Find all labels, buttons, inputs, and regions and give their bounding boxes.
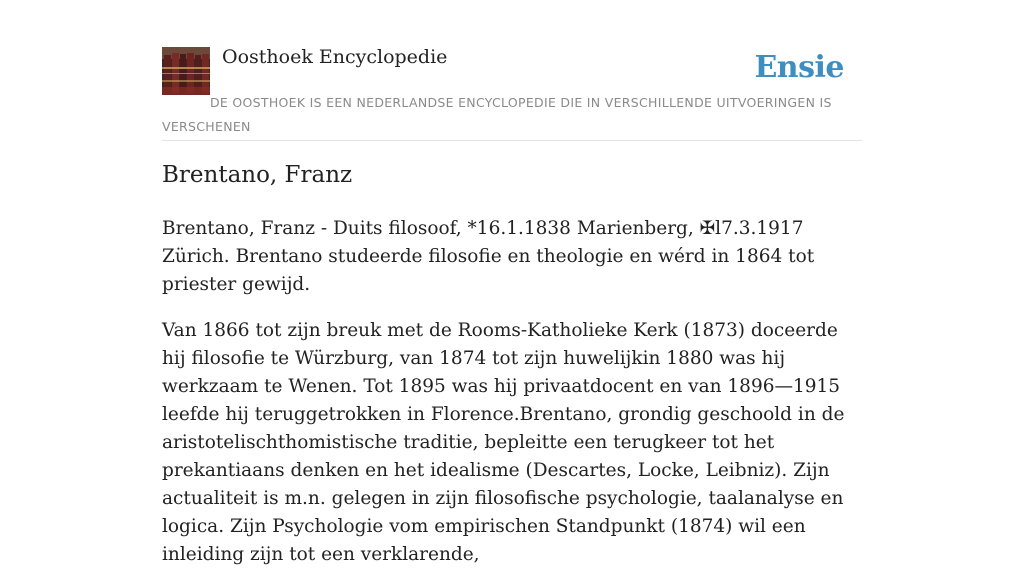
brand-logo[interactable]: Ensie [754,50,844,85]
site-title[interactable]: Oosthoek Encyclopedie [222,46,448,68]
site-header [162,0,862,141]
article-paragraph: Van 1866 tot zijn breuk met de Rooms-Katholieke Kerk (1873) doceerde hij filosofie te Würzburg, van 1874 tot zijn huwelijkin 1880 was hij werkzaam te Wenen. Tot 1895 was hij privaatdocent en van 1896—1915 leefde hij teruggetrokken in Florence.Brentano, grondig geschoold in de aristotelischthomistische traditie, bepleitte een terugkeer tot het prekantiaans denken en het idealisme (Descartes, Locke, Leibniz). Zijn actualiteit is m.n. gelegen in zijn filosofische psychologie, taalanalyse en logica. Zijn Psychologie vom empirischen Standpunkt (1874) wil een inleiding zijn tot een verklarende, [162,320,845,565]
site-tagline: DE OOSTHOEK IS EEN NEDERLANDSE ENCYCLOPEDIE DIE IN VERSCHILLENDE UITVOERINGEN IS VERSCHENEN [162,95,832,134]
article-paragraph: Brentano, Franz - Duits filosoof, *16.1.1838 Marienberg, ✠l7.3.1917 Zürich. Brentano studeerde filosofie en theologie en wérd in 1864 tot priester gewijd. [162,218,815,295]
content-column [162,0,862,565]
avatar-image [162,47,210,95]
article-title: Brentano, Franz [162,162,353,188]
book-spines-icon[interactable] [162,47,210,95]
article-body [162,215,862,587]
